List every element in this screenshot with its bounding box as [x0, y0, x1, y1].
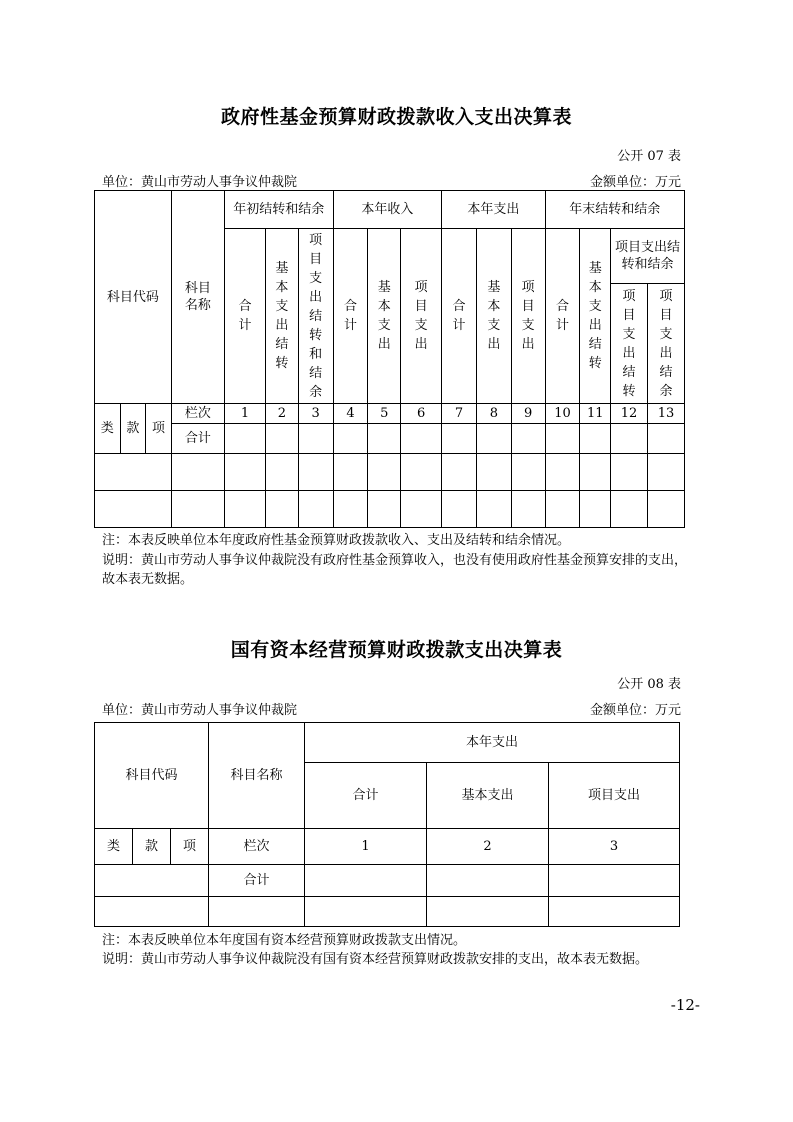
table08-colnum: 2: [427, 829, 549, 865]
table08-amount-unit: 金额单位：万元: [589, 703, 681, 718]
table07-header-name: 科目名称: [171, 191, 224, 404]
table07-colnum: 6: [401, 404, 442, 424]
table07-header-end-project: 项目支出结转和结余: [611, 229, 685, 284]
table-row: [95, 491, 685, 528]
table07-explain: 说明：黄山市劳动人事争议仲裁院没有政府性基金预算收入，也没有使用政府性基金预算安排的支出，故本表无数据。: [102, 553, 688, 587]
table08-form-number: 公开 08 表: [617, 677, 681, 692]
table08-note: 注：本表反映单位本年度国有资本经营预算财政拨款支出情况。: [102, 933, 467, 948]
table-cell: [549, 865, 680, 897]
table07-label-xiang: 项: [146, 404, 172, 454]
table07-note: 注：本表反映单位本年度政府性基金预算财政拨款收入、支出及结转和结余情况。: [102, 533, 571, 548]
table07-col-basic-carry-4: 基本支出结转: [580, 229, 611, 404]
table07-col-project-carry-4: 项目支出结转: [611, 284, 648, 404]
table-cell: [368, 424, 401, 454]
table-cell: [401, 424, 442, 454]
table-cell: [647, 424, 684, 454]
table07-colnum: 8: [476, 404, 511, 424]
table08-header-code: 科目代码: [95, 723, 209, 829]
table07-amount-unit: 金额单位：万元: [589, 175, 681, 190]
table08-unit: 单位：黄山市劳动人事争议仲裁院: [102, 703, 298, 718]
table07-label-lanci: 栏次: [171, 404, 224, 424]
table07-col-basic-expense-2: 基本支出: [368, 229, 401, 404]
table-cell: [305, 865, 427, 897]
table-cell: [298, 424, 333, 454]
table-cell: [442, 424, 477, 454]
table08-col-basic: 基本支出: [427, 763, 549, 829]
table08-label-lanci: 栏次: [209, 829, 305, 865]
page-number: -12-: [670, 996, 700, 1014]
table-cell: [266, 424, 299, 454]
table08-col-project: 项目支出: [549, 763, 680, 829]
table07-header-code: 科目代码: [95, 191, 172, 404]
table-row: [95, 454, 685, 491]
table07-colnum: 5: [368, 404, 401, 424]
table08-label-heji: 合计: [209, 865, 305, 897]
table07-colnum: 13: [647, 404, 684, 424]
table07-col-total-1: 合计: [225, 229, 266, 404]
table08-header-name: 科目名称: [209, 723, 305, 829]
table08-label-kuan: 款: [133, 829, 171, 865]
table07-col-basic-carry-1: 基本支出结转: [266, 229, 299, 404]
table07-colnum: 9: [511, 404, 545, 424]
table07-col-total-4: 合计: [545, 229, 580, 404]
table07-header-begin: 年初结转和结余: [225, 191, 334, 229]
table08-explain: 说明：黄山市劳动人事争议仲裁院没有国有资本经营预算财政拨款安排的支出，故本表无数据。: [102, 952, 649, 967]
table08-grid: [94, 722, 680, 927]
table07-col-project-expense-2: 项目支出: [401, 229, 442, 404]
table-cell: [511, 424, 545, 454]
table-cell: [333, 424, 368, 454]
table07-col-project-carry-1: 项目支出结转和结余: [298, 229, 333, 404]
table07-col-total-3: 合计: [442, 229, 477, 404]
table-cell: [95, 865, 209, 897]
table-cell: [225, 424, 266, 454]
table07-header-expense: 本年支出: [442, 191, 545, 229]
table08-colnum: 1: [305, 829, 427, 865]
table07-label-heji: 合计: [171, 424, 224, 454]
table07-unit: 单位：黄山市劳动人事争议仲裁院: [102, 175, 298, 190]
table-cell: [427, 865, 549, 897]
table07-colnum: 4: [333, 404, 368, 424]
table-row: [95, 897, 680, 927]
table07-grid: [94, 190, 685, 528]
table07-colnum: 12: [611, 404, 648, 424]
table07-col-project-surplus-4: 项目支出结余: [647, 284, 684, 404]
table08-header-expense: 本年支出: [305, 723, 680, 763]
table08-colnum: 3: [549, 829, 680, 865]
table07-header-end: 年末结转和结余: [545, 191, 684, 229]
table-cell: [476, 424, 511, 454]
table08-col-total: 合计: [305, 763, 427, 829]
table07-colnum: 10: [545, 404, 580, 424]
table07-colnum: 1: [225, 404, 266, 424]
table07-form-number: 公开 07 表: [617, 149, 681, 164]
table-cell: [580, 424, 611, 454]
table07-col-project-expense-3: 项目支出: [511, 229, 545, 404]
table-cell: [545, 424, 580, 454]
table07-label-lei: 类: [95, 404, 121, 454]
table07-colnum: 7: [442, 404, 477, 424]
table07-col-total-2: 合计: [333, 229, 368, 404]
table07-colnum: 3: [298, 404, 333, 424]
table07-colnum: 11: [580, 404, 611, 424]
table07-col-basic-expense-3: 基本支出: [476, 229, 511, 404]
table08-label-lei: 类: [95, 829, 133, 865]
table08-title: 国有资本经营预算财政拨款支出决算表: [230, 639, 563, 661]
table-cell: [611, 424, 648, 454]
table07-header-income: 本年收入: [333, 191, 442, 229]
table08-label-xiang: 项: [171, 829, 209, 865]
table07-title: 政府性基金预算财政拨款收入支出决算表: [220, 106, 572, 128]
table07-colnum: 2: [266, 404, 299, 424]
table07-label-kuan: 款: [120, 404, 146, 454]
